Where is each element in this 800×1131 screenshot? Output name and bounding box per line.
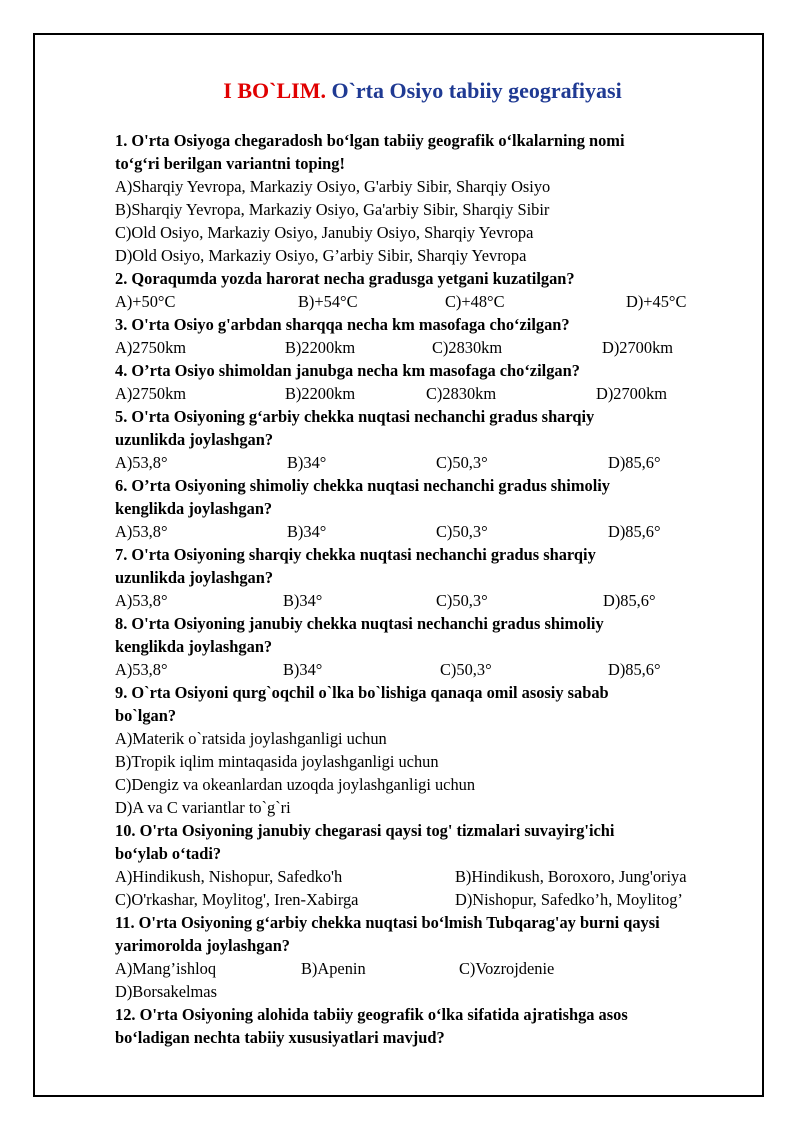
option-c: C)50,3° <box>436 522 488 541</box>
question-text: uzunlikda joylashgan? <box>115 430 274 449</box>
question-text: bo‘ylab o‘tadi? <box>115 844 222 863</box>
question-10 <box>115 819 755 911</box>
option-c: C)50,3° <box>436 453 488 472</box>
options-row <box>115 336 755 359</box>
option-d: D)85,6° <box>603 591 656 610</box>
option-d: D)Borsakelmas <box>115 982 217 1001</box>
option-a: A)2750km <box>115 338 187 357</box>
question-text: 6. O’rta Osiyoning shimoliy chekka nuqtasi nechanchi gradus shimoliy <box>115 476 611 495</box>
question-1 <box>115 129 755 267</box>
question-5 <box>115 405 755 474</box>
title-section-label: I BO`LIM. <box>223 78 326 103</box>
question-text: 2. Qoraqumda yozda harorat necha gradusga yetgani kuzatilgan? <box>115 269 575 288</box>
options-row <box>115 382 755 405</box>
question-text: 10. O'rta Osiyoning janubiy chegarasi qaysi tog' tizmalari suvayirg'ichi <box>115 821 615 840</box>
options-row <box>115 290 755 313</box>
question-text: 8. O'rta Osiyoning janubiy chekka nuqtasi nechanchi gradus shimoliy <box>115 614 604 633</box>
question-11 <box>115 911 755 1003</box>
option-b: B)34° <box>287 453 327 472</box>
option-b: B)34° <box>283 591 323 610</box>
option-b: B)2200km <box>285 338 356 357</box>
option-c: C)O'rkashar, Moylitog', Iren-Xabirga <box>115 890 359 909</box>
title-section-name: O`rta Osiyo tabiiy geografiyasi <box>331 78 622 103</box>
option-b: B)Hindikush, Boroxoro, Jung'oriya <box>455 867 687 886</box>
question-text: 4. O’rta Osiyo shimoldan janubga necha km masofaga cho‘zilgan? <box>115 361 580 380</box>
option-c: C)50,3° <box>436 591 488 610</box>
options-row <box>115 888 755 911</box>
options-row <box>115 451 755 474</box>
option-d: D)85,6° <box>608 522 661 541</box>
question-text: uzunlikda joylashgan? <box>115 568 274 587</box>
option-a: A)53,8° <box>115 453 168 472</box>
option-a: A)2750km <box>115 384 187 403</box>
option-c: C)2830km <box>432 338 503 357</box>
option-b: B)Apenin <box>301 959 366 978</box>
option-b: B)+54°C <box>298 292 358 311</box>
page-title <box>0 78 800 104</box>
option-a: A)53,8° <box>115 660 168 679</box>
option-d: D)A va C variantlar to`g`ri <box>115 798 291 817</box>
question-3 <box>115 313 755 359</box>
question-text: 9. O`rta Osiyoni qurg`oqchil o`lka bo`lishiga qanaqa omil asosiy sabab <box>115 683 609 702</box>
option-d: D)2700km <box>596 384 668 403</box>
question-text: kenglikda joylashgan? <box>115 637 273 656</box>
options-row <box>115 865 755 888</box>
options-row <box>115 589 755 612</box>
option-b: B)34° <box>283 660 323 679</box>
question-text: to‘g‘ri berilgan variantni toping! <box>115 154 345 173</box>
options-row <box>115 957 755 980</box>
option-c: C)Vozrojdenie <box>459 959 555 978</box>
options-row <box>115 520 755 543</box>
question-text: 7. O'rta Osiyoning sharqiy chekka nuqtasi nechanchi gradus sharqiy <box>115 545 596 564</box>
option-d: D)Old Osiyo, Markaziy Osiyo, G’arbiy Sibir, Sharqiy Yevropa <box>115 246 527 265</box>
question-6 <box>115 474 755 543</box>
question-text: bo`lgan? <box>115 706 177 725</box>
question-text: 11. O'rta Osiyoning g‘arbiy chekka nuqtasi bo‘lmish Tubqarag'ay burni qaysi <box>115 913 660 932</box>
option-c: C)Dengiz va okeanlardan uzoqda joylashganligi uchun <box>115 775 476 794</box>
option-d: D)+45°C <box>626 292 687 311</box>
question-2 <box>115 267 755 313</box>
option-b: B)Tropik iqlim mintaqasida joylashganligi uchun <box>115 752 439 771</box>
option-a: A)53,8° <box>115 522 168 541</box>
question-text: kenglikda joylashgan? <box>115 499 273 518</box>
question-text: yarimorolda joylashgan? <box>115 936 290 955</box>
option-b: B)2200km <box>285 384 356 403</box>
option-c: C)50,3° <box>440 660 492 679</box>
question-8 <box>115 612 755 681</box>
option-d: D)85,6° <box>608 660 661 679</box>
question-12 <box>115 1003 755 1049</box>
option-a: A)Sharqiy Yevropa, Markaziy Osiyo, G'arbiy Sibir, Sharqiy Osiyo <box>115 177 551 196</box>
option-a: A)53,8° <box>115 591 168 610</box>
option-a: A)Mang’ishloq <box>115 959 217 978</box>
option-a: A)Materik o`ratsida joylashganligi uchun <box>115 729 387 748</box>
option-a: A)Hindikush, Nishopur, Safedko'h <box>115 867 343 886</box>
options-row <box>115 658 755 681</box>
option-d: D)85,6° <box>608 453 661 472</box>
option-c: C)+48°C <box>445 292 505 311</box>
question-text: 5. O'rta Osiyoning g‘arbiy chekka nuqtasi nechanchi gradus sharqiy <box>115 407 595 426</box>
option-d: D)2700km <box>602 338 674 357</box>
question-4 <box>115 359 755 405</box>
question-text: bo‘ladigan nechta tabiiy xususiyatlari mavjud? <box>115 1028 445 1047</box>
question-text: 3. O'rta Osiyo g'arbdan sharqqa necha km masofaga cho‘zilgan? <box>115 315 570 334</box>
question-text: 12. O'rta Osiyoning alohida tabiiy geografik o‘lka sifatida ajratishga asos <box>115 1005 628 1024</box>
question-text: 1. O'rta Osiyoga chegaradosh bo‘lgan tabiiy geografik o‘lkalarning nomi <box>115 131 625 150</box>
question-7 <box>115 543 755 612</box>
option-c: C)Old Osiyo, Markaziy Osiyo, Janubiy Osiyo, Sharqiy Yevropa <box>115 223 534 242</box>
question-9 <box>115 681 755 819</box>
option-b: B)Sharqiy Yevropa, Markaziy Osiyo, Ga'arbiy Sibir, Sharqiy Sibir <box>115 200 550 219</box>
question-list <box>115 129 755 1049</box>
option-a: A)+50°C <box>115 292 176 311</box>
option-c: C)2830km <box>426 384 497 403</box>
option-b: B)34° <box>287 522 327 541</box>
option-d: D)Nishopur, Safedko’h, Moylitog’ <box>455 890 683 909</box>
